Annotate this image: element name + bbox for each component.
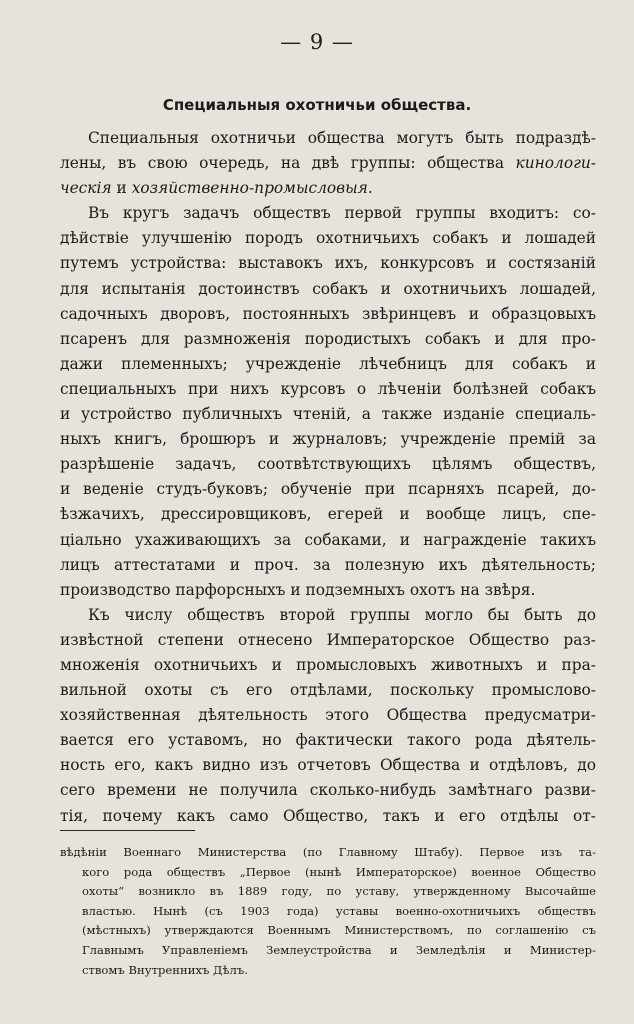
paragraph-2-line: лицъ аттестатами и проч. за полезную ихъ дѣятельность; (60, 555, 596, 574)
paragraph-2-line: разрѣшеніе задачъ, соотвѣтствующихъ цѣлямъ обществъ, (60, 455, 596, 474)
paragraph-1-line: Специальныя охотничьи общества могутъ быть подраздѣ- (88, 129, 596, 147)
paragraph-2-line: и устройство публичныхъ чтеній, а также изданіе специаль- (60, 405, 596, 424)
paragraph-1-text: лены, въ свою очередь, на двѣ группы: общества (60, 154, 505, 173)
paragraph-3-line: вается его уставомъ, но фактически такого рода дѣятель- (60, 731, 596, 750)
section-title: Специальныя охотничьи общества. (162, 96, 472, 114)
italic-term: ческія (60, 179, 112, 198)
paragraph-2-line: ѣзжачихъ, дрессировщиковъ, егерей и вообще лицъ, спе- (60, 505, 596, 524)
paragraph-2-line: Въ кругъ задачъ обществъ первой группы входитъ: со- (88, 204, 596, 223)
paragraph-3-line: извѣстной степени отнесено Императорское Общество раз- (60, 630, 596, 649)
paragraph-3-line: множенія охотничьихъ и промысловыхъ животныхъ и пра- (60, 655, 596, 674)
body-text (60, 126, 596, 829)
footnote-divider (60, 830, 195, 831)
footnote (60, 843, 596, 980)
paragraph-2-line: псаренъ для размноженія породистыхъ собакъ и для про- (60, 329, 596, 348)
paragraph-3-line: хозяйственная дѣятельность этого Общества предусматри- (60, 706, 596, 725)
paragraph-2-line: дажи племенныхъ; учрежденіе лѣчебницъ для собакъ и (60, 354, 596, 373)
footnote-line: (мѣстныхъ) утверждаются Военнымъ Министерствомъ, по соглашенію съ (82, 923, 596, 938)
paragraph-2-line: ныхъ книгъ, брошюръ и журналовъ; учрежденіе премій за (60, 430, 596, 449)
paragraph-1-text: и (116, 179, 127, 198)
italic-term: хозяйственно-промысловыя. (131, 179, 373, 198)
page-number: — 9 — (280, 30, 354, 54)
paragraph-2-line: садочныхъ дворовъ, постоянныхъ звѣринцевъ и образцовыхъ (60, 304, 596, 323)
paragraph-2-line: путемъ устройства: выставокъ ихъ, конкурсовъ и состязаній (60, 254, 596, 273)
paragraph-3-line: вильной охоты съ его отдѣлами, поскольку промысловo- (60, 681, 596, 700)
footnote-line: властью. Нынѣ (съ 1903 года) уставы военно-охотничьихъ обществъ (82, 903, 596, 918)
paragraph-2-line: специальныхъ при нихъ курсовъ о лѣченіи болѣзней собакъ (60, 379, 596, 398)
footnote-line: Главнымъ Управленіемъ Землеустройства и Земледѣлія и Министер- (82, 942, 596, 957)
paragraph-3-line: сего времени не получила сколько-нибудь замѣтнаго разви- (60, 781, 596, 800)
footnote-line: кого рода обществъ „Первое (нынѣ Императорское) военное Общество (82, 864, 596, 879)
paragraph-3-line: Къ числу обществъ второй группы могло бы быть до (88, 605, 596, 624)
footnote-line: вѣдѣніи Военнаго Министерства (по Главному Штабу). Первое изъ та- (60, 845, 596, 859)
italic-term: кинологи- (515, 154, 596, 173)
paragraph-3-line: ность его, какъ видно изъ отчетовъ Общества и отдѣловъ, до (60, 756, 596, 775)
footnote-line: охоты“ возникло въ 1889 году, по уставу, утвержденному Высочайше (82, 884, 596, 899)
paragraph-1-line (60, 176, 596, 201)
paragraph-2-line: ціально ухаживающихъ за собаками, и награжденіе такихъ (60, 530, 596, 549)
paragraph-2-line: для испытанія достоинствъ собакъ и охотничьихъ лошадей, (60, 279, 596, 298)
paragraph-3-line: тія, почему какъ само Общество, такъ и его отдѣлы от- (60, 806, 596, 825)
paragraph-1-line (60, 151, 596, 176)
paragraph-2-line: дѣйствіе улучшенію породъ охотничьихъ собакъ и лошадей (60, 229, 596, 248)
paragraph-2-line: и веденіе студъ-буковъ; обученіе при псарняхъ псарей, до- (60, 480, 596, 499)
footnote-line: ствомъ Внутреннихъ Дѣлъ. (82, 962, 248, 977)
paragraph-2-line: производство парфорсныхъ и подземныхъ охотъ на звѣря. (60, 580, 536, 599)
